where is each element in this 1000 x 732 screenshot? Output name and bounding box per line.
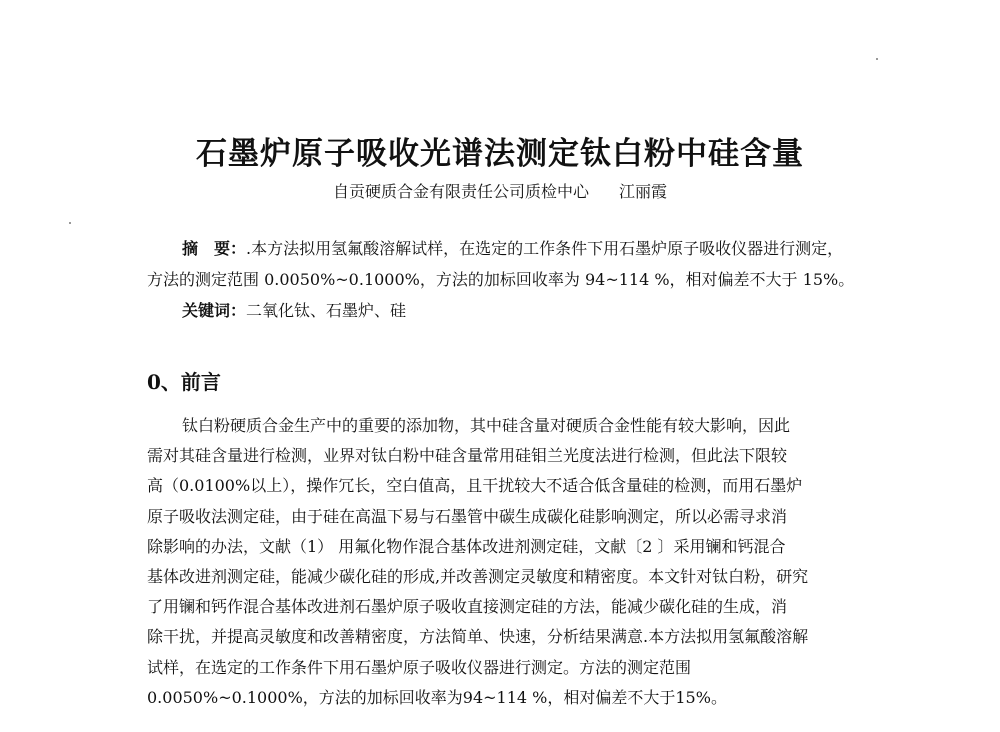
keywords-text: 二氧化钛、石墨炉、硅 [246,301,407,320]
body-line: 基体改进剂测定硅，能减少碳化硅的形成,并改善测定灵敏度和精密度。本文针对钛白粉，研究 [147,566,809,586]
body-line: 除干扰，并提高灵敏度和改善精密度，方法简单、快速，分析结果满意.本方法拟用氢氟酸溶解 [147,627,809,647]
scan-speck [69,222,71,224]
abstract-label: 摘 要： [182,239,247,258]
body-line: 需对其硅含量进行检测，业界对钛白粉中硅含量常用硅钼兰光度法进行检测，但此法下限较 [147,446,788,466]
abstract-line: 方法的测定范围 0.0050%~0.1000%，方法的加标回收率为 94~114 %，相对偏差不大于 15%。 [147,270,855,289]
abstract-block [147,233,862,326]
body-line: 原子吸收法测定硅，由于硅在高温下易与石墨管中碳生成碳化硅影响测定，所以必需寻求消 [147,506,788,526]
body-line: 除影响的办法，文献（1） 用氟化物作混合基体改进剂测定硅，文献〔2 〕采用镧和钙混合 [147,536,786,556]
body-line: 了用镧和钙作混合基体改进剂石墨炉原子吸收直接测定硅的方法，能减少碳化硅的生成，消 [147,597,788,617]
paper-title: 石墨炉原子吸收光谱法测定钛白粉中硅含量 [196,136,804,172]
body-line: 高（0.0100%以上），操作冗长，空白值高，且干扰较大不适合低含量硅的检测，而用石墨炉 [147,476,803,496]
keywords-line [147,295,862,326]
body-line: 钛白粉硬质合金生产中的重要的添加物，其中硅含量对硬质合金性能有较大影响，因此 [182,416,791,435]
body-line: 0.0050%~0.1000%，方法的加标回收率为94~114 %，相对偏差不大于15%。 [147,687,727,707]
section-body [147,411,867,713]
section-heading: 0、前言 [147,370,221,394]
body-line: 试样，在选定的工作条件下用石墨炉原子吸收仪器进行测定。方法的测定范围 [147,657,692,677]
abstract-text: .本方法拟用氢氟酸溶解试样，在选定的工作条件下用石墨炉原子吸收仪器进行测定， [246,239,844,258]
scan-speck [876,58,878,60]
abstract-line [147,233,862,264]
affiliation-line [0,179,1000,202]
organization-name: 自贡硬质合金有限责任公司质检中心 [332,182,589,201]
keywords-label: 关键词： [182,301,247,320]
author-name: 江丽霞 [619,182,668,201]
